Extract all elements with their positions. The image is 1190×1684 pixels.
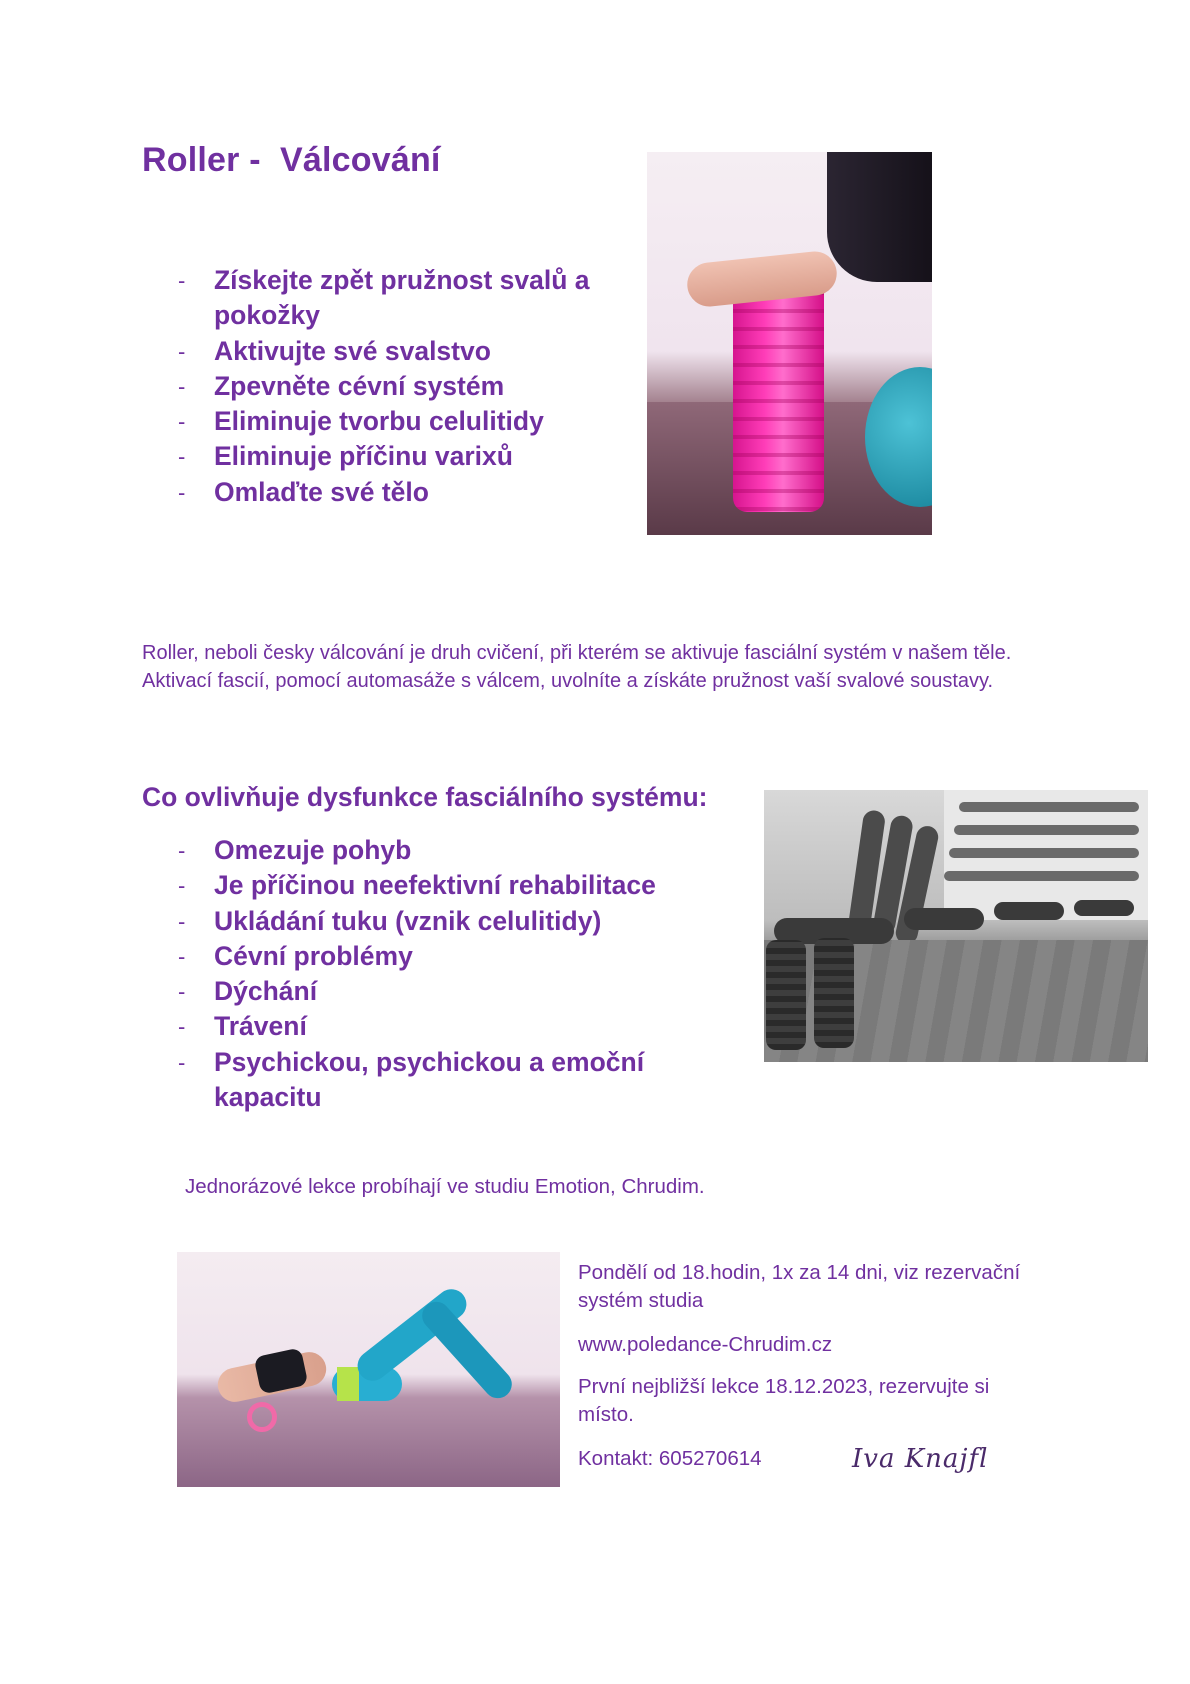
list-item: - Eliminuje tvorbu celulitidy — [142, 404, 642, 439]
person — [904, 908, 984, 930]
venue-text: Jednorázové lekce probíhají ve studiu Emotion, Chrudim. — [185, 1175, 705, 1198]
dysfunction-list — [142, 833, 702, 1115]
website-link[interactable]: www.poledance-Chrudim.cz — [578, 1333, 833, 1356]
roller-photo — [647, 152, 932, 535]
schedule-text: Pondělí od 18.hodin, 1x za 14 dni, viz rezervační systém studia — [578, 1261, 1021, 1312]
list-item: - Zpevněte cévní systém — [142, 369, 642, 404]
studio-photo — [764, 790, 1148, 1062]
list-item: - Získejte zpět pružnost svalů a pokožky — [142, 263, 642, 334]
description-paragraph: Roller, neboli česky válcování je druh cvičení, při kterém se aktivuje fasciální systém v našem těle. Aktivací fascií, pomocí automasáže s válcem, uvolníte a získáte pružnost vaší svalové soustavy. — [142, 642, 1012, 692]
person-body — [827, 152, 932, 282]
waistband — [337, 1367, 359, 1401]
board-rack — [949, 848, 1139, 858]
person — [994, 902, 1064, 920]
list-item: - Trávení — [142, 1009, 702, 1044]
list-item: - Omezuje pohyb — [142, 833, 702, 868]
signature: Iva Knajfl — [852, 1444, 989, 1474]
board-rack — [954, 825, 1139, 835]
foam-roller — [766, 940, 806, 1050]
list-item: - Dýchání — [142, 974, 702, 1009]
list-item: - Je příčinou neefektivní rehabilitace — [142, 868, 702, 903]
benefits-list — [142, 263, 642, 510]
list-item: - Aktivujte své svalstvo — [142, 334, 642, 369]
dysfunction-heading: Co ovlivňuje dysfunkce fasciálního systému: — [142, 782, 708, 812]
person — [1074, 900, 1134, 916]
contact-text: Kontakt: 605270614 — [578, 1447, 762, 1470]
next-lesson-text: První nejbližší lekce 18.12.2023, rezervujte si místo. — [578, 1375, 990, 1426]
board-rack — [959, 802, 1139, 812]
list-item: - Omlaďte své tělo — [142, 475, 642, 510]
list-item: - Cévní problémy — [142, 939, 702, 974]
lying-photo — [177, 1252, 560, 1487]
foam-roller — [814, 938, 854, 1048]
foam-roller — [733, 277, 824, 512]
board-rack — [944, 871, 1139, 881]
foam-roller — [247, 1402, 277, 1432]
leg — [416, 1296, 517, 1404]
list-item: - Ukládání tuku (vznik celulitidy) — [142, 904, 702, 939]
list-item: - Psychickou, psychickou a emoční kapacitu — [142, 1045, 702, 1116]
page-title: Roller - Válcování — [142, 141, 441, 179]
list-item: - Eliminuje příčinu varixů — [142, 439, 642, 474]
